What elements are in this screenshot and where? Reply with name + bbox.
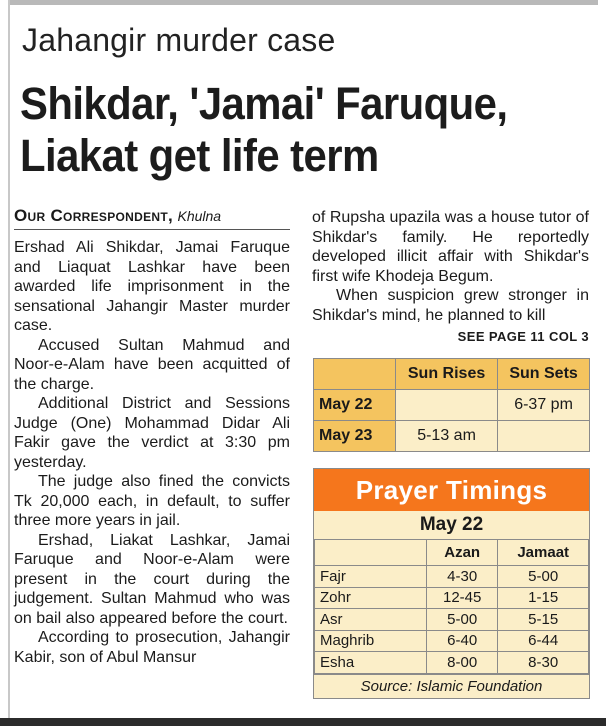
jamaat-time: 6-44 [498,630,589,652]
bottom-rule [0,718,606,726]
table-row [314,359,590,390]
date-cell: May 23 [314,421,396,452]
sun-times-table [313,358,590,452]
left-rule [8,0,10,722]
prayer-name: Maghrib [315,630,427,652]
paragraph: When suspicion grew stronger in Shikdar's mind, he planned to kill [312,287,589,324]
sun-sets-header: Sun Sets [498,359,590,390]
jamaat-time: 5-15 [498,609,589,631]
prayer-name: Fajr [315,566,427,588]
table-row [314,421,590,452]
jamaat-time: 8-30 [498,652,589,674]
paragraph: Ershad, Liakat Lashkar, Jamai Faruque and Noor-e-Alam were present in the court during the judgement. Sultan Mahmud who was on bail also appeared before the court. [14,531,290,627]
prayer-table [314,539,589,674]
azan-header: Azan [427,540,498,566]
table-corner [314,359,396,390]
prayer-name: Zohr [315,587,427,609]
jamaat-time: 5-00 [498,566,589,588]
kicker: Jahangir murder case [22,22,336,58]
table-row [315,587,589,609]
byline-rule [14,229,290,230]
sun-rise-cell [396,390,498,421]
jamaat-header: Jamaat [498,540,589,566]
table-corner [315,540,427,566]
prayer-timings-box [313,468,590,699]
paragraph: The judge also fined the convicts Tk 20,000 each, in default, to suffer three more years in jail. [14,473,290,529]
paragraph: of Rupsha upazila was a house tutor of Shikdar's family. He reportedly developed illicit affair with Shikdar's first wife Khodeja Begum. [312,209,589,285]
table-row [315,609,589,631]
prayer-source: Source: Islamic Foundation [314,674,589,698]
sun-set-cell [498,421,590,452]
azan-time: 4-30 [427,566,498,588]
prayer-date: May 22 [314,511,589,539]
prayer-name: Asr [315,609,427,631]
paragraph: According to prosecution, Jahangir Kabir, son of Abul Mansur [14,629,290,666]
sun-rises-header: Sun Rises [396,359,498,390]
sun-rise-cell: 5-13 am [396,421,498,452]
headline [20,78,559,182]
prayer-name: Esha [315,652,427,674]
azan-time: 12-45 [427,587,498,609]
byline-name: Our Correspondent, [14,206,174,225]
jamaat-time: 1-15 [498,587,589,609]
article-column-1 [14,238,290,667]
continued-jump-line: SEE PAGE 11 COL 3 [457,329,589,344]
azan-time: 5-00 [427,609,498,631]
byline [14,206,221,226]
headline-line-2: Liakat get life term [20,130,379,181]
table-row [315,630,589,652]
paragraph: Ershad Ali Shikdar, Jamai Faruque and Liaquat Lashkar have been awarded life imprisonment in the sensational Jahangir Master murder case. [14,239,290,334]
prayer-title: Prayer Timings [314,469,589,511]
date-cell: May 22 [314,390,396,421]
azan-time: 8-00 [427,652,498,674]
table-row [315,566,589,588]
table-row [314,390,590,421]
paragraph: Additional District and Sessions Judge (One) Mohammad Didar Ali Fakir gave the verdict at 3:30 pm yesterday. [14,395,290,471]
byline-location: Khulna [177,208,222,224]
sun-set-cell: 6-37 pm [498,390,590,421]
table-row [315,652,589,674]
headline-line-1: Shikdar, 'Jamai' Faruque, [20,78,508,129]
paragraph: Accused Sultan Mahmud and Noor-e-Alam have been acquitted of the charge. [14,336,290,393]
article-column-2 [312,208,589,347]
top-rule [8,0,598,5]
azan-time: 6-40 [427,630,498,652]
table-row [315,540,589,566]
